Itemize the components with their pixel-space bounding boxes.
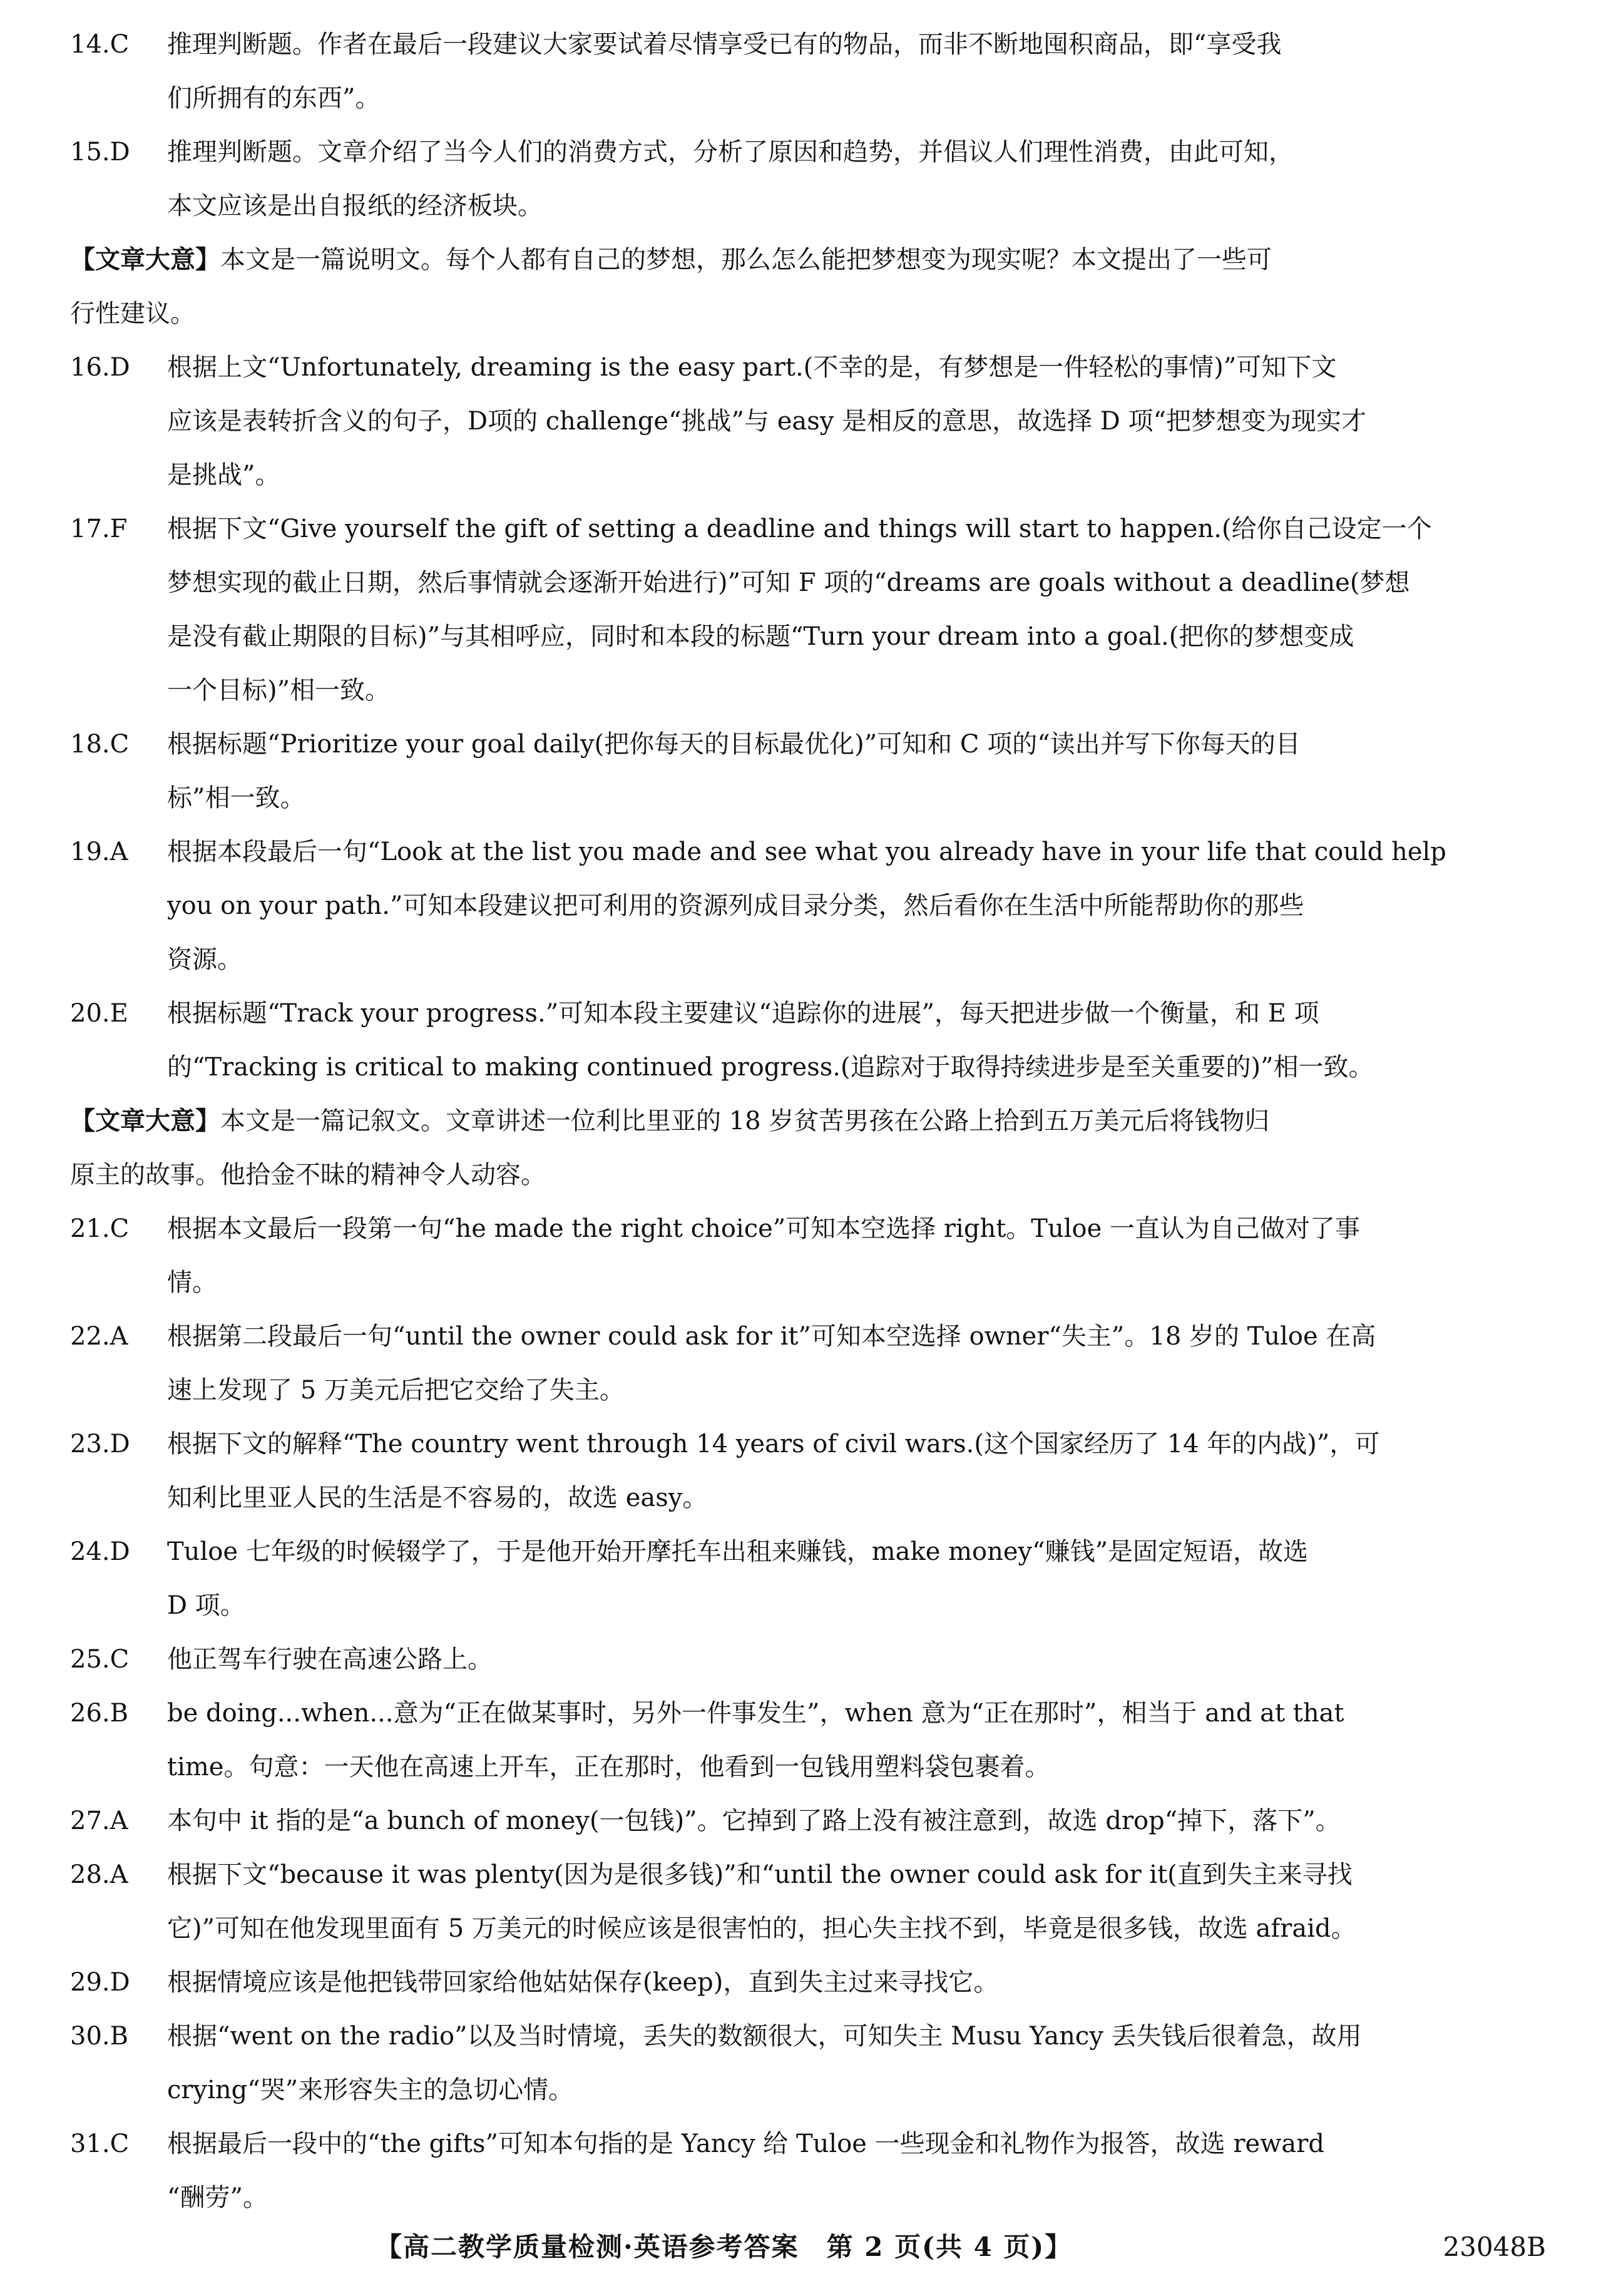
article-summary-2 — [70, 1094, 1560, 1202]
answer-19 — [70, 825, 1560, 987]
answer-number: 15.D — [70, 138, 130, 167]
answer-28 — [70, 1848, 1560, 1955]
answer-text: 根据上文“Unfortunately, dreaming is the easy part.(不幸的是，有梦想是一件轻松的事情)”可知下文 — [167, 353, 1337, 382]
answer-31 — [70, 2117, 1560, 2225]
answer-number: 30.B — [70, 2022, 129, 2051]
answer-number: 16.D — [70, 353, 130, 382]
summary-tag: 【文章大意】 — [70, 245, 220, 274]
answer-number: 23.D — [70, 1430, 130, 1458]
answer-16 — [70, 341, 1560, 502]
answer-text: 资源。 — [167, 945, 242, 974]
answer-22 — [70, 1309, 1560, 1417]
answer-number: 20.E — [70, 999, 128, 1028]
answer-text: 根据“went on the radio”以及当时情境，丢失的数额很大，可知失主 Musu Yancy 丢失钱后很着急，故用 — [167, 2022, 1362, 2051]
answer-text: 根据标题“Track your progress.”可知本段主要建议“追踪你的进展”，每天把进步做一个衡量，和 E 项 — [167, 999, 1319, 1028]
summary-text: 行性建议。 — [70, 299, 195, 328]
answer-text: 标”相一致。 — [167, 784, 305, 812]
answer-number: 24.D — [70, 1537, 130, 1566]
answer-number: 22.A — [70, 1322, 128, 1351]
summary-tag: 【文章大意】 — [70, 1106, 220, 1135]
answer-number: 14.C — [70, 30, 130, 59]
answer-text: 根据下文“Give yourself the gift of setting a deadline and things will start to happen.(给你自己设定一个 — [167, 515, 1432, 543]
answer-number: 28.A — [70, 1860, 128, 1889]
answer-text: 推理判断题。文章介绍了当今人们的消费方式，分析了原因和趋势，并倡议人们理性消费，由此可知， — [167, 138, 1294, 167]
summary-text: 本文是一篇记叙文。文章讲述一位利比里亚的 18 岁贫苦男孩在公路上拾到五万美元后将钱物归 — [220, 1107, 1270, 1135]
page-footer — [0, 2225, 1616, 2269]
answer-content — [70, 18, 1560, 2225]
answer-21 — [70, 1202, 1560, 1309]
answer-text: 根据第二段最后一句“until the owner could ask for it”可知本空选择 owner“失主”。18 岁的 Tuloe 在高 — [167, 1322, 1376, 1351]
answer-text: 根据最后一段中的“the gifts”可知本句指的是 Yancy 给 Tuloe 一些现金和礼物作为报答，故选 reward — [167, 2129, 1325, 2158]
summary-text: 原主的故事。他拾金不昧的精神令人动容。 — [70, 1161, 546, 1189]
answer-27 — [70, 1794, 1560, 1848]
answer-text: 速上发现了 5 万美元后把它交给了失主。 — [167, 1376, 625, 1405]
answer-text: 的“Tracking is critical to making continued progress.(追踪对于取得持续进步是至关重要的)”相一致。 — [167, 1053, 1374, 1082]
footer-title: 【高二教学质量检测·英语参考答案 第 2 页(共 4 页)】 — [376, 2232, 1073, 2262]
answer-text: 根据情境应该是他把钱带回家给他姑姑保存(keep)，直到失主过来寻找它。 — [167, 1968, 999, 1997]
answer-number: 18.C — [70, 730, 130, 759]
answer-text: 根据本段最后一句“Look at the list you made and see what you already have in your life that could help — [167, 838, 1446, 866]
answer-text: crying“哭”来形容失主的急切心情。 — [167, 2076, 574, 2104]
answer-number: 31.C — [70, 2129, 130, 2158]
answer-text: 它)”可知在他发现里面有 5 万美元的时候应该是很害怕的，担心失主找不到，毕竟是很多钱，故选 afraid。 — [167, 1914, 1356, 1943]
answer-text: 本文应该是出自报纸的经济板块。 — [167, 192, 543, 220]
answer-26 — [70, 1686, 1560, 1794]
answer-text: “酬劳”。 — [167, 2183, 268, 2212]
answer-14 — [70, 18, 1560, 125]
answer-text: 根据标题“Prioritize your goal daily(把你每天的目标最优化)”可知和 C 项的“读出并写下你每天的目 — [167, 730, 1301, 759]
answer-text: D 项。 — [167, 1591, 245, 1620]
answer-text: you on your path.”可知本段建议把可利用的资源列成目录分类，然后看你在生活中所能帮助你的那些 — [167, 891, 1304, 920]
article-summary-1 — [70, 233, 1560, 341]
answer-29 — [70, 1955, 1560, 2009]
answer-18 — [70, 717, 1560, 825]
footer-code: 23048B — [1443, 2232, 1546, 2262]
answer-text: 本句中 it 指的是“a bunch of money(一包钱)”。它掉到了路上没有被注意到，故选 drop“掉下，落下”。 — [167, 1807, 1341, 1835]
answer-text: 一个目标)”相一致。 — [167, 676, 391, 705]
answer-text: 推理判断题。作者在最后一段建议大家要试着尽情享受已有的物品，而非不断地囤积商品，即“享受我 — [167, 30, 1282, 59]
answer-number: 26.B — [70, 1699, 129, 1728]
answer-number: 27.A — [70, 1807, 128, 1835]
answer-number: 29.D — [70, 1968, 130, 1997]
answer-25 — [70, 1632, 1560, 1686]
answer-text: 情。 — [167, 1268, 217, 1297]
summary-text: 本文是一篇说明文。每个人都有自己的梦想，那么怎么能把梦想变为现实呢？本文提出了一些可 — [220, 245, 1272, 274]
answer-17 — [70, 502, 1560, 717]
answer-number: 21.C — [70, 1214, 130, 1243]
answer-number: 17.F — [70, 515, 128, 543]
answer-text: 应该是表转折含义的句子，D项的 challenge“挑战”与 easy 是相反的意思，故选择 D 项“把梦想变为现实才 — [167, 407, 1367, 436]
answer-text: 是没有截止期限的目标)”与其相呼应，同时和本段的标题“Turn your dream into a goal.(把你的梦想变成 — [167, 622, 1354, 651]
answer-text: 是挑战”。 — [167, 461, 280, 489]
answer-text: time。句意：一天他在高速上开车，正在那时，他看到一包钱用塑料袋包裹着。 — [167, 1753, 1050, 1781]
answer-20 — [70, 987, 1560, 1094]
answer-text: 根据下文的解释“The country went through 14 years of civil wars.(这个国家经历了 14 年的内战)”，可 — [167, 1430, 1380, 1458]
answer-text: Tuloe 七年级的时候辍学了，于是他开始开摩托车出租来赚钱，make money“赚钱”是固定短语，故选 — [167, 1537, 1309, 1566]
answer-text: 根据下文“because it was plenty(因为是很多钱)”和“until the owner could ask for it(直到失主来寻找 — [167, 1860, 1353, 1889]
answer-text: 们所拥有的东西”。 — [167, 84, 381, 113]
answer-text: be doing...when...意为“正在做某事时，另外一件事发生”，when 意为“正在那时”，相当于 and at that — [167, 1699, 1344, 1728]
answer-text: 梦想实现的截止日期，然后事情就会逐渐开始进行)”可知 F 项的“dreams are goals without a deadline(梦想 — [167, 568, 1410, 597]
answer-24 — [70, 1525, 1560, 1632]
answer-30 — [70, 2009, 1560, 2117]
answer-number: 25.C — [70, 1645, 130, 1674]
answer-15 — [70, 125, 1560, 233]
answer-23 — [70, 1417, 1560, 1525]
answer-number: 19.A — [70, 838, 128, 866]
answer-text: 他正驾车行驶在高速公路上。 — [167, 1645, 493, 1674]
answer-text: 知利比里亚人民的生活是不容易的，故选 easy。 — [167, 1484, 708, 1512]
answer-text: 根据本文最后一段第一句“he made the right choice”可知本空选择 right。Tuloe 一直认为自己做对了事 — [167, 1214, 1360, 1243]
